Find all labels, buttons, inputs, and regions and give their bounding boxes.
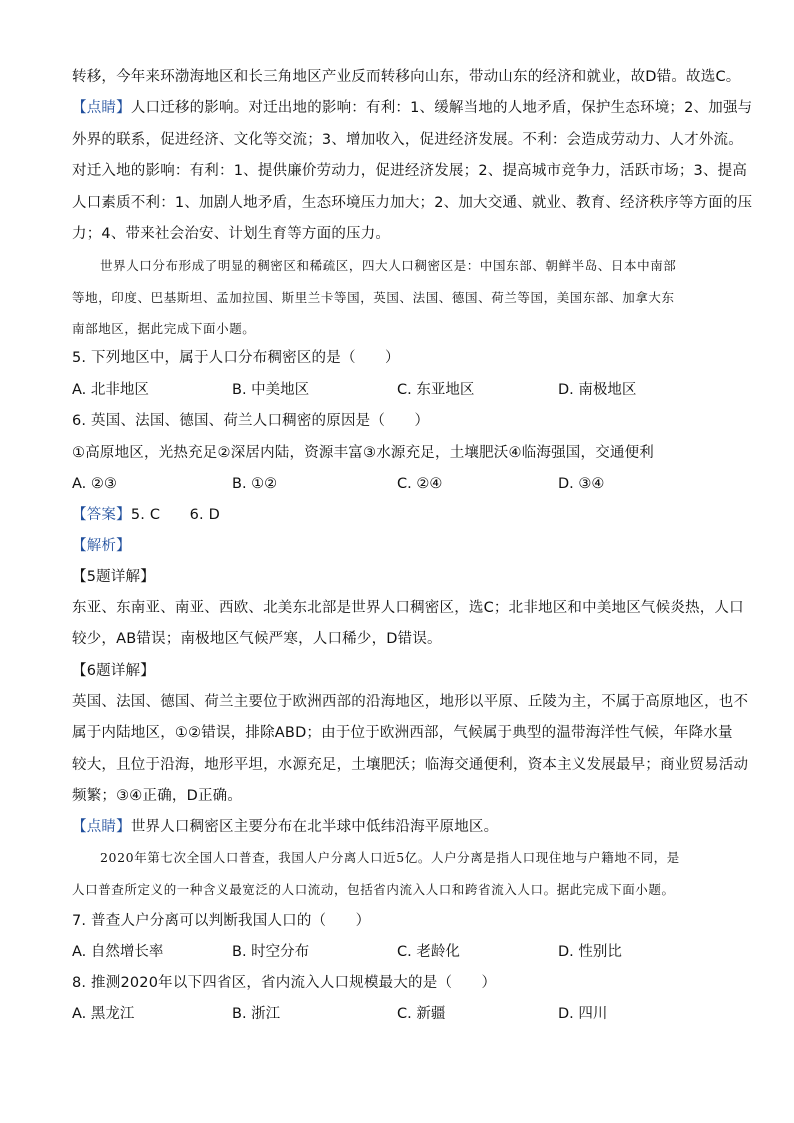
text-line: 对迁入地的影响：有利：1、提供廉价劳动力，促进经济发展；2、提高城市竞争力，活跃市场；3、提高 bbox=[72, 163, 748, 179]
option-b: B. ①② bbox=[232, 476, 278, 492]
text-line: 力；4、带来社会治安、计划生育等方面的压力。 bbox=[72, 226, 391, 242]
comment-tag: 【点睛】 bbox=[72, 819, 131, 835]
option-d: D. 南极地区 bbox=[558, 382, 637, 398]
analysis-heading: 【解析】 bbox=[72, 538, 131, 554]
option-c: C. 东亚地区 bbox=[397, 382, 475, 398]
option-a: A. 北非地区 bbox=[72, 382, 149, 398]
text-line: 东亚、东南亚、南亚、西欧、北美东北部是世界人口稠密区，选C；北非地区和中美地区气候炎热，人口 bbox=[72, 600, 744, 616]
material-line: 等地，印度、巴基斯坦、孟加拉国、斯里兰卡等国，英国、法国、德国、荷兰等国，美国东部、加拿大东 bbox=[72, 290, 675, 305]
option-c: C. ②④ bbox=[397, 476, 443, 492]
question-5: 5. 下列地区中，属于人口分布稠密区的是（ ） bbox=[72, 350, 400, 366]
option-d: D. 性别比 bbox=[558, 944, 622, 960]
option-a: A. 黑龙江 bbox=[72, 1006, 135, 1022]
comment-paragraph bbox=[72, 98, 753, 118]
text-line: 频繁；③④正确，D正确。 bbox=[72, 788, 243, 804]
option-c: C. 新疆 bbox=[397, 1006, 446, 1022]
text-line: 人口素质不利：1、加剧人地矛盾，生态环境压力加大；2、加大交通、就业、教育、经济秩序等方面的压 bbox=[72, 195, 753, 211]
answer-values: 5. C 6. D bbox=[130, 507, 220, 523]
option-a: A. ②③ bbox=[72, 476, 117, 492]
option-d: D. 四川 bbox=[558, 1006, 608, 1022]
text-line: 世界人口稠密区主要分布在北半球中低纬沿海平原地区。 bbox=[130, 819, 499, 835]
text-line: 英国、法国、德国、荷兰主要位于欧洲西部的沿海地区，地形以平原、丘陵为主，不属于高原地区，也不 bbox=[72, 694, 749, 710]
material-line: 南部地区，据此完成下面小题。 bbox=[72, 321, 256, 336]
text-line: 属于内陆地区，①②错误，排除ABD；由于位于欧洲西部，气候属于典型的温带海洋性气候，年降水量 bbox=[72, 725, 733, 741]
question-6: 6. 英国、法国、德国、荷兰人口稠密的原因是（ ） bbox=[72, 413, 430, 429]
option-d: D. ③④ bbox=[558, 476, 605, 492]
option-b: B. 浙江 bbox=[232, 1006, 281, 1022]
material-line: 世界人口分布形成了明显的稠密区和稀疏区，四大人口稠密区是：中国东部、朝鲜半岛、日本中南部 bbox=[100, 258, 677, 273]
question-7: 7. 普查人户分离可以判断我国人口的（ ） bbox=[72, 913, 371, 929]
question-6-statements: ①高原地区，光热充足②深居内陆，资源丰富③水源充足，土壤肥沃④临海强国，交通便利 bbox=[72, 445, 654, 461]
comment-tag: 【点睛】 bbox=[72, 100, 131, 116]
question-8: 8. 推测2020年以下四省区，省内流入人口规模最大的是（ ） bbox=[72, 975, 497, 991]
text-line: 较少，AB错误；南极地区气候严寒，人口稀少，D错误。 bbox=[72, 631, 442, 647]
text-line: 较大，且位于沿海，地形平坦，水源充足，土壤肥沃；临海交通便利，资本主义发展最早；商业贸易活动 bbox=[72, 757, 749, 773]
material-line: 人口普查所定义的一种含义最宽泛的人口流动，包括省内流入人口和跨省流入人口。据此完成下面小题。 bbox=[72, 882, 675, 897]
option-c: C. 老龄化 bbox=[397, 944, 460, 960]
text-line: 转移，今年来环渤海地区和长三角地区产业反而转移向山东，带动山东的经济和就业，故D错。故选C。 bbox=[72, 69, 741, 85]
material-line: 2020年第七次全国人口普查，我国人户分离人口近5亿。人户分离是指人口现住地与户籍地不同，是 bbox=[100, 850, 680, 865]
option-a: A. 自然增长率 bbox=[72, 944, 164, 960]
answer-line bbox=[72, 505, 732, 525]
option-b: B. 时空分布 bbox=[232, 944, 310, 960]
text-line: 人口迁移的影响。对迁出地的影响：有利：1、缓解当地的人地矛盾，保护生态环境；2、加强与 bbox=[130, 100, 753, 116]
detail-5-heading: 【5题详解】 bbox=[72, 569, 155, 585]
answer-tag: 【答案】 bbox=[72, 507, 131, 523]
detail-6-heading: 【6题详解】 bbox=[72, 663, 155, 679]
option-b: B. 中美地区 bbox=[232, 382, 310, 398]
comment-paragraph bbox=[72, 817, 732, 837]
text-line: 外界的联系，促进经济、文化等交流；3、增加收入，促进经济发展。不利：会造成劳动力、人才外流。 bbox=[72, 132, 743, 148]
